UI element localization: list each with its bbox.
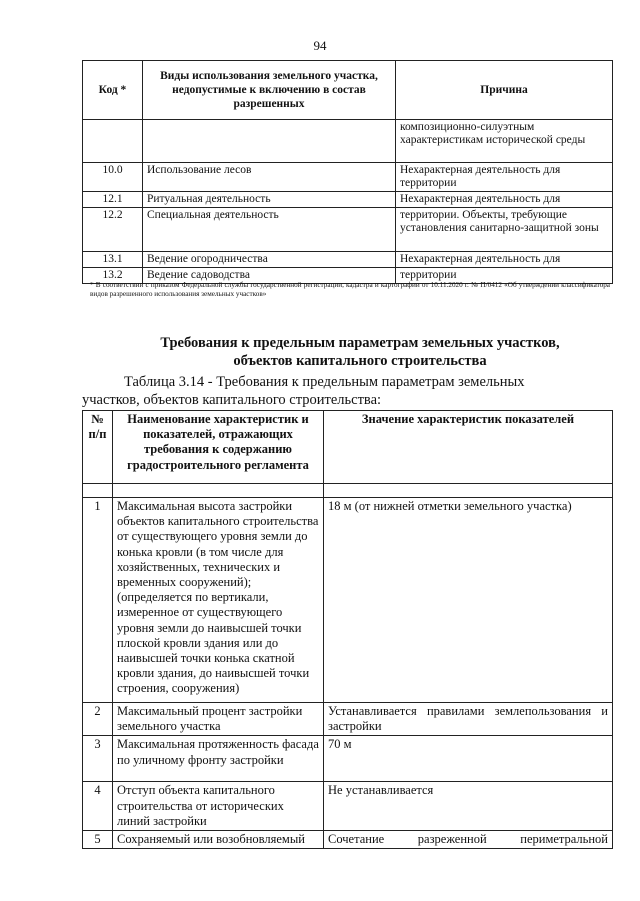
- table-row: [83, 703, 613, 736]
- table-row: [83, 736, 613, 782]
- table-caption-line1: Таблица 3.14 - Требования к предельным параметрам земельных: [124, 374, 525, 390]
- cell-kind: Ведение садоводства: [143, 268, 396, 284]
- cell-reason: территории. Объекты, требующие установления санитарно-защитной зоны: [396, 208, 613, 252]
- table-row: [83, 782, 613, 831]
- footnote: [90, 281, 610, 299]
- header-code: Код *: [83, 61, 143, 120]
- cell-name: Сохраняемый или возобновляемый: [113, 831, 324, 849]
- footnote-text: В соответствии с приказом Федеральной службы государственной регистрации, кадастра и картографии от 10.11.2020 г. № П/0412 «Об утверждении классификатора видов разрешенного использования земельных участков»: [90, 281, 610, 298]
- footnote-mark: *: [90, 281, 94, 289]
- table-row: [83, 163, 613, 192]
- cell-kind: Специальная деятельность: [143, 208, 396, 252]
- cell-value: Сочетание разреженной периметральной: [324, 831, 613, 849]
- table-row: [83, 208, 613, 252]
- cell-reason: Нехарактерная деятельность для: [396, 252, 613, 268]
- cell-kind: Использование лесов: [143, 163, 396, 192]
- table-row: [83, 484, 613, 498]
- cell-kind: [143, 120, 396, 163]
- cell-reason: Нехарактерная деятельность для территории: [396, 163, 613, 192]
- cell-value: 70 м: [324, 736, 613, 782]
- cell-code: 12.2: [83, 208, 143, 252]
- limit-parameters-table: [82, 410, 613, 849]
- cell-code: 12.1: [83, 192, 143, 208]
- cell-num: 1: [83, 498, 113, 703]
- cell-code: 10.0: [83, 163, 143, 192]
- cell-num: 3: [83, 736, 113, 782]
- cell-name: Максимальный процент застройки земельного участка: [113, 703, 324, 736]
- header-name: Наименование характеристик и показателей, отражающих требования к содержанию градостроительного регламента: [113, 411, 324, 484]
- cell-reason: территории: [396, 268, 613, 284]
- header-kind: Виды использования земельного участка, недопустимые к включению в состав разрешенных: [143, 61, 396, 120]
- prohibited-uses-table: [82, 60, 613, 284]
- cell-kind: Ритуальная деятельность: [143, 192, 396, 208]
- cell-reason: композиционно-силуэтным характеристикам исторической среды: [396, 120, 613, 163]
- cell-reason: Нехарактерная деятельность для: [396, 192, 613, 208]
- table-header-row: [83, 411, 613, 484]
- cell-name: Максимальная высота застройки объектов капитального строительства от существующего уровня земли до конька кровли (в том числе для хозяйственных, технических и временных сооружений); (определяется по вертикали, измеренное от существующего уровня земли до наивысшей точки плоской кровли здания или до наивысшей точки конька скатной кровли здания, до наивысшей точки строения, сооружения): [113, 498, 324, 703]
- table-row: [83, 192, 613, 208]
- table-row: [83, 252, 613, 268]
- cell-code: 13.2: [83, 268, 143, 284]
- table-row: [83, 831, 613, 849]
- cell-num: 2: [83, 703, 113, 736]
- section-heading-line2: объектов капитального строительства: [233, 353, 487, 369]
- cell-value: Устанавливается правилами землепользования и застройки: [324, 703, 613, 736]
- cell-name: Отступ объекта капитального строительства от исторических линий застройки: [113, 782, 324, 831]
- header-value: Значение характеристик показателей: [324, 411, 613, 484]
- table-header-row: [83, 61, 613, 120]
- table-caption-line2: участков, объектов капитального строительства:: [82, 392, 382, 408]
- header-reason: Причина: [396, 61, 613, 120]
- cell-name: Максимальная протяженность фасада по уличному фронту застройки: [113, 736, 324, 782]
- section-heading-line1: Требования к предельным параметрам земельных участков,: [160, 335, 560, 351]
- table-row: [83, 120, 613, 163]
- header-num: № п/п: [83, 411, 113, 484]
- cell-kind: Ведение огородничества: [143, 252, 396, 268]
- cell-value: 18 м (от нижней отметки земельного участка): [324, 498, 613, 703]
- table-row: [83, 498, 613, 703]
- page-number: 94: [313, 38, 327, 53]
- cell-num: 4: [83, 782, 113, 831]
- cell-num: 5: [83, 831, 113, 849]
- cell-code: [83, 120, 143, 163]
- cell-value: Не устанавливается: [324, 782, 613, 831]
- cell-code: 13.1: [83, 252, 143, 268]
